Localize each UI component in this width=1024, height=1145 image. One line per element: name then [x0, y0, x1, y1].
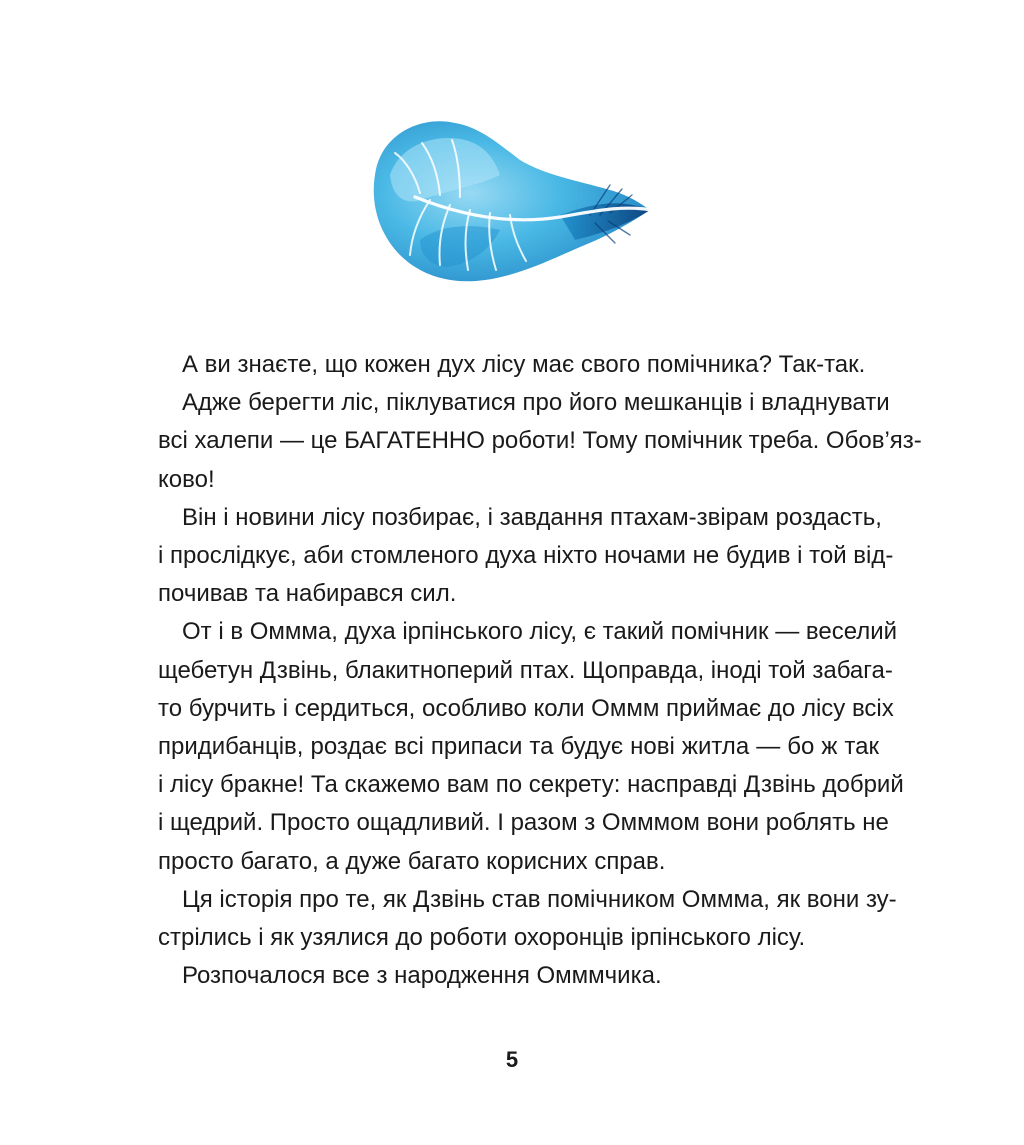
text-line: придибанців, роздає всі припаси та будує нові житла — бо ж так: [158, 733, 879, 761]
feather-illustration: [360, 105, 660, 295]
text-line: щебетун Дзвінь, блакитноперий птах. Щоправда, іноді той забага-: [158, 656, 893, 684]
text-line: Розпочалося все з народження Омммчика.: [182, 962, 662, 990]
text-line: і щедрий. Просто ощадливий. І разом з Омммом вони роблять не: [158, 809, 889, 837]
paragraph-3: [134, 499, 894, 614]
text-line: Адже берегти ліс, піклуватися про його мешканців і владнувати: [182, 389, 890, 417]
text-line: і прослідкує, аби стомленого духа ніхто ночами не будив і той від-: [158, 542, 894, 570]
text-line: і лісу бракне! Та скажемо вам по секрету: насправді Дзвінь добрий: [158, 771, 904, 799]
feather-icon: [360, 105, 660, 295]
text-line: От і в Оммма, духа ірпінського лісу, є такий помічник — веселий: [182, 618, 898, 646]
paragraph-2: [134, 384, 922, 499]
text-line: то бурчить і сердиться, особливо коли Оммм приймає до лісу всіх: [158, 694, 894, 722]
text-line: почивав та набирався сил.: [158, 580, 457, 608]
paragraph-5: [134, 881, 897, 957]
text-line: всі халепи — це БАГАТЕННО роботи! Тому помічник треба. Обов’яз-: [158, 427, 922, 455]
text-line: ково!: [158, 465, 215, 493]
paragraph-1: [134, 346, 879, 384]
body-text: [134, 346, 922, 995]
text-line: А ви знаєте, що кожен дух лісу має свого помічника? Так-так.: [182, 351, 866, 378]
text-line: просто багато, а дуже багато корисних справ.: [158, 847, 666, 875]
text-line: Він і новини лісу позбирає, і завдання птахам-звірам роздасть,: [182, 503, 882, 531]
text-line: Ця історія про те, як Дзвінь став помічником Оммма, як вони зу-: [182, 885, 897, 913]
paragraph-4: [134, 613, 904, 880]
text-line: стрілись і як узялися до роботи охоронців ірпінського лісу.: [158, 924, 806, 952]
paragraph-6: [134, 957, 879, 995]
page-number: 5: [505, 1047, 519, 1072]
